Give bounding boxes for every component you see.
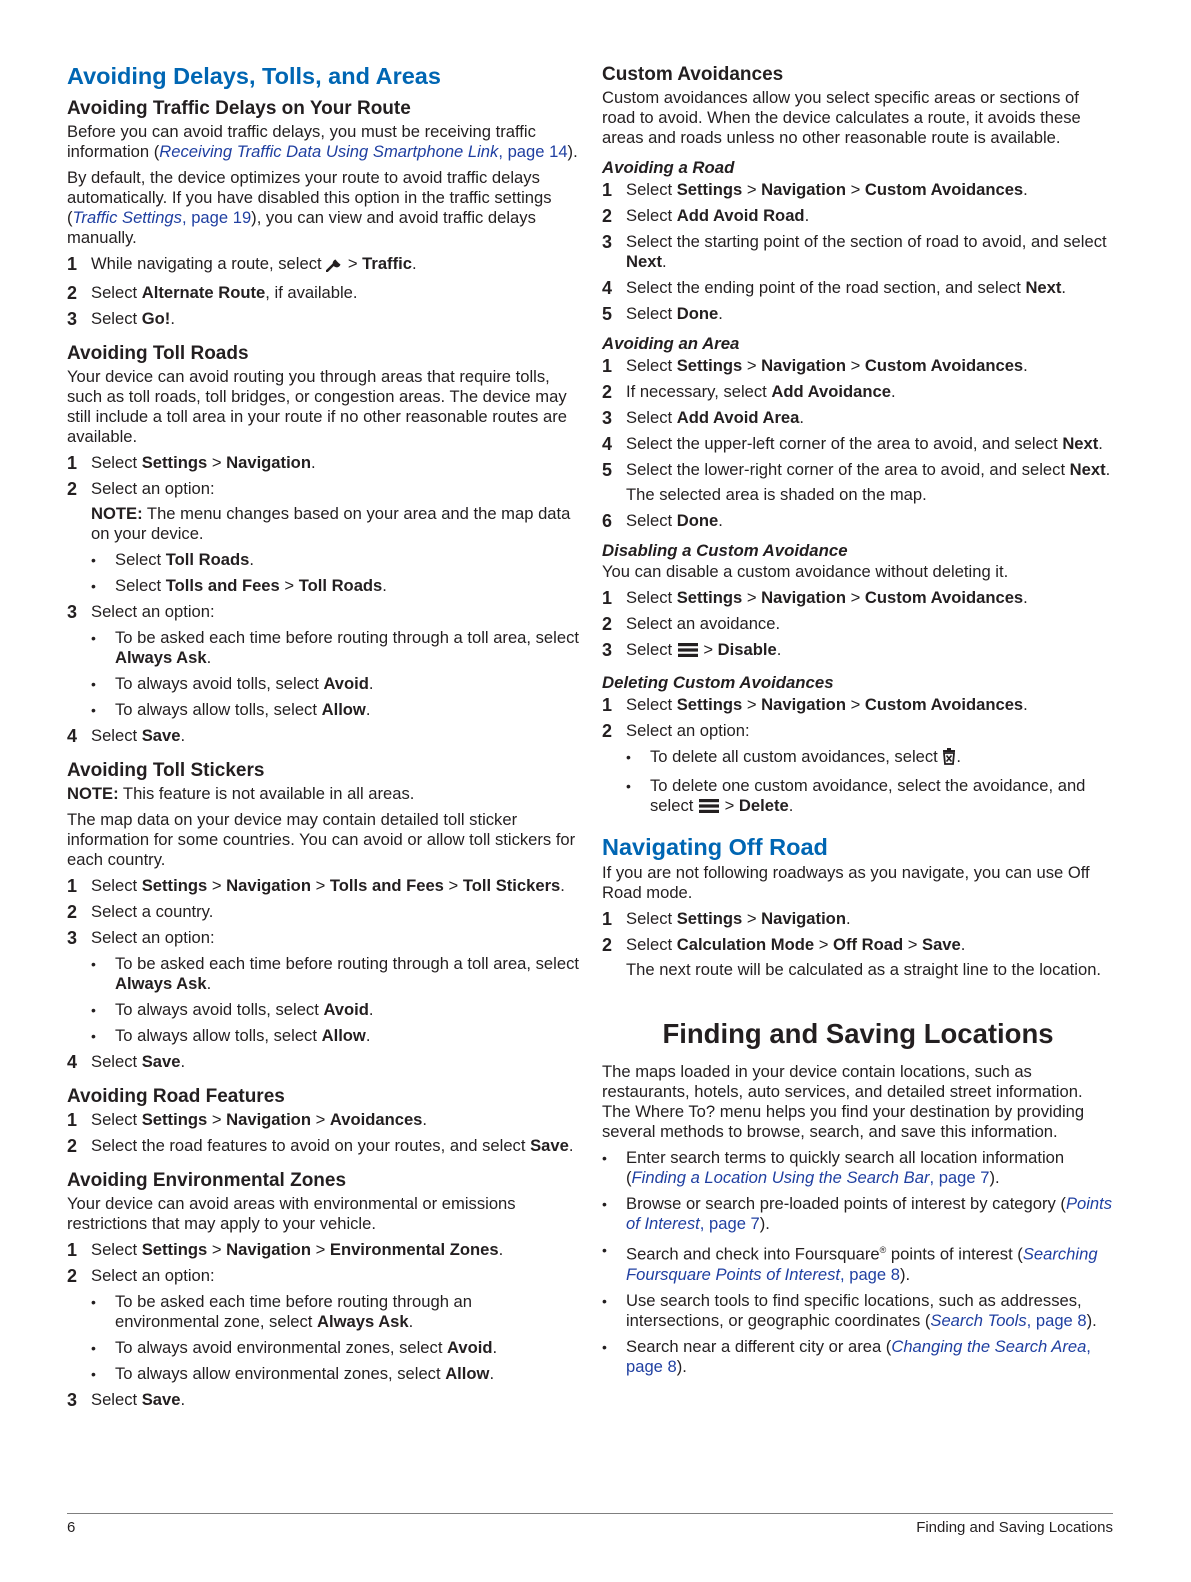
step: 5 Select the lower-right corner of the area to avoid, and select Next. The selected area is shaded on the map. (602, 460, 1114, 505)
step: 2 Select an avoidance. (602, 614, 781, 634)
step-number: 3 (602, 640, 613, 660)
option-list (91, 954, 579, 1046)
note: NOTE: This feature is not available in all areas. (67, 784, 415, 803)
step-number: 4 (67, 726, 78, 746)
footer-divider (67, 1513, 1113, 1514)
heading-traffic-delays: Avoiding Traffic Delays on Your Route (67, 98, 411, 119)
list-item: • To always avoid tolls, select Avoid. (91, 674, 374, 693)
step: 2 Select a country. (67, 902, 214, 922)
step: 2 If necessary, select Add Avoidance. (602, 382, 896, 402)
step: 1 Select Settings > Navigation. (67, 453, 316, 473)
list-item: • To always avoid environmental zones, select Avoid. (91, 1338, 498, 1357)
step-number: 2 (67, 479, 78, 499)
list-item: • To be asked each time before routing through a toll area, select Always Ask. (91, 954, 579, 993)
section-title-off-road: Navigating Off Road (602, 834, 828, 860)
step-number: 2 (602, 935, 613, 955)
step-number: 2 (602, 721, 613, 741)
step-number: 2 (67, 902, 78, 922)
list-item: • Browse or search pre-loaded points of interest by category (Points of Interest, page 7). (602, 1194, 1113, 1233)
section-title-avoiding: Avoiding Delays, Tolls, and Areas (67, 63, 441, 89)
heading-avoiding-area: Avoiding an Area (602, 334, 740, 353)
step-number: 5 (602, 304, 613, 324)
paragraph-toll-intro: Your device can avoid routing you through areas that require tolls, such as toll roads, toll bridges, or congestion areas. The device may still include a toll area in your route if no other reasonable routes are available. (67, 367, 567, 446)
step: 2 Select Alternate Route, if available. (67, 283, 358, 303)
step-number: 4 (602, 434, 613, 454)
paragraph-stickers-intro: The map data on your device may contain detailed toll sticker information for some countries. You can avoid or allow toll stickers for each country. (67, 810, 576, 869)
step-number: 5 (602, 460, 613, 480)
step-number: 1 (67, 1240, 78, 1260)
heading-custom-avoidances: Custom Avoidances (602, 64, 784, 85)
step: 3 Select Go!. (67, 309, 175, 329)
list-item: • To always allow tolls, select Allow. (91, 1026, 371, 1045)
option-list (91, 1292, 579, 1384)
step-number: 2 (602, 206, 613, 226)
paragraph-finding-intro: The maps loaded in your device contain locations, such as restaurants, hotels, auto services, and detailed street information. The Where To? menu helps you find your destination by providing several methods to browse, search, and save this information. (602, 1062, 1085, 1141)
step: 5 Select Done. (602, 304, 723, 324)
step-number: 2 (602, 382, 613, 402)
step: 4 Select Save. (67, 1052, 186, 1072)
step-result: The selected area is shaded on the map. (626, 485, 927, 504)
step: 2 Select the road features to avoid on your routes, and select Save. (67, 1136, 574, 1156)
step: 6 Select Done. (602, 511, 723, 531)
list-item: • To always allow environmental zones, select Allow. (91, 1364, 495, 1383)
step-number: 2 (67, 283, 78, 303)
step-number: 6 (602, 511, 613, 531)
list-item: • To be asked each time before routing through a toll area, select Always Ask. (91, 628, 579, 667)
step-result: The next route will be calculated as a straight line to the location. (626, 960, 1102, 979)
paragraph-disable-intro: You can disable a custom avoidance without deleting it. (602, 562, 1009, 581)
link-foursquare[interactable]: Searching Foursquare Points of Interest, page 8 (626, 1244, 1098, 1284)
step: 2 Select Add Avoid Road. (602, 206, 810, 226)
step-number: 3 (67, 1390, 78, 1410)
footer-chapter-title: Finding and Saving Locations (916, 1519, 1113, 1536)
step: 1 Select Settings > Navigation > Avoidances. (67, 1110, 428, 1130)
step-number: 3 (602, 232, 613, 252)
step: 2 Select Calculation Mode > Off Road > Save. The next route will be calculated as a straight line to the location. (602, 935, 1114, 980)
step-number: 4 (602, 278, 613, 298)
step: 2 Select an option: • To be asked each time before routing through an environmental zone, select Always Ask. • To always avoid environmental zones, select Avoid. • To always allow environmental zones, select Allow. (67, 1266, 579, 1384)
step-number: 1 (602, 356, 613, 376)
left-column (67, 62, 579, 1416)
step: 1 Select Settings > Navigation. (602, 909, 851, 929)
step: 3 Select Save. (67, 1390, 186, 1410)
step-number: 1 (602, 695, 613, 715)
option-list (626, 747, 1114, 819)
link-search-bar[interactable]: Finding a Location Using the Search Bar, page 7 (631, 1168, 990, 1187)
step-number: 1 (67, 876, 78, 896)
chapter-title: Finding and Saving Locations (662, 1018, 1054, 1049)
paragraph-env-intro: Your device can avoid areas with environmental or emissions restrictions that may apply to your vehicle. (67, 1194, 516, 1233)
step-number: 4 (67, 1052, 78, 1072)
list-item: • Use search tools to find specific locations, such as addresses, intersections, or geographic coordinates (Search Tools, page 8). (602, 1290, 1097, 1330)
step: 1 Select Settings > Navigation > Custom Avoidances. (602, 180, 1028, 200)
step-number: 1 (602, 588, 613, 608)
step-number: 2 (602, 614, 613, 634)
paragraph-offroad-intro: If you are not following roadways as you navigate, you can use Off Road mode. (602, 863, 1090, 902)
step: 2 Select an option: NOTE: The menu changes based on your area and the map data on your device. • Select Toll Roads. • Select Tolls and Fees > Toll Roads. (67, 479, 579, 596)
menu-icon (677, 642, 699, 663)
step: 3 Select > Disable. (602, 640, 1114, 663)
step: 4 Select Save. (67, 726, 186, 746)
list-item: • Enter search terms to quickly search all location information (Finding a Location Using the Search Bar, page 7). (602, 1148, 1065, 1187)
step: 2 Select an option: • To delete all custom avoidances, select . • To delete one custom avoidance, select the avoidance, and select > Delete. (602, 721, 1114, 819)
note: NOTE: The menu changes based on your area and the map data on your device. (91, 504, 571, 543)
step: 1 Select Settings > Navigation > Custom Avoidances. (602, 695, 1028, 715)
heading-avoiding-road: Avoiding a Road (602, 158, 735, 177)
heading-toll-roads: Avoiding Toll Roads (67, 343, 249, 364)
list-item: • To always allow tolls, select Allow. (91, 700, 371, 719)
step-number: 2 (67, 1136, 78, 1156)
finding-list (602, 1148, 1114, 1377)
step: 3 Select the starting point of the section of road to avoid, and select Next. (602, 232, 1107, 271)
step-number: 1 (67, 1110, 78, 1130)
heading-disabling-avoidance: Disabling a Custom Avoidance (602, 541, 848, 560)
step: 3 Select an option: • To be asked each time before routing through a toll area, select Always Ask. • To always avoid tolls, select Avoid. • To always allow tolls, select Allow. (67, 602, 579, 719)
step-number: 2 (67, 1266, 78, 1286)
step: 1 Select Settings > Navigation > Custom Avoidances. (602, 588, 1028, 608)
list-item: • To delete one custom avoidance, select the avoidance, and select > Delete. (626, 776, 1114, 819)
menu-icon (698, 798, 720, 819)
step-number: 3 (67, 928, 78, 948)
wrench-icon (326, 257, 343, 277)
step-number: 3 (602, 408, 613, 428)
heading-road-features: Avoiding Road Features (67, 1086, 285, 1107)
paragraph-custom-intro: Custom avoidances allow you select specific areas or sections of road to avoid. When the device calculates a route, it avoids these areas and roads unless no other reasonable route is available. (602, 88, 1081, 147)
list-item: • To always avoid tolls, select Avoid. (91, 1000, 374, 1019)
step: 1 While navigating a route, select > Traffic. (67, 254, 579, 277)
paragraph-traffic-1: Before you can avoid traffic delays, you must be receiving traffic information (Receiving Traffic Data Using Smartphone Link, page 14). (67, 122, 578, 161)
link-search-tools[interactable]: Search Tools, page 8 (930, 1310, 1087, 1330)
step: 1 Select Settings > Navigation > Tolls and Fees > Toll Stickers. (67, 876, 565, 896)
step-number: 3 (67, 602, 78, 622)
list-item: • Select Toll Roads. (91, 550, 254, 569)
step-number: 1 (67, 453, 78, 473)
option-list (91, 550, 579, 596)
list-item: • Select Tolls and Fees > Toll Roads. (91, 576, 387, 595)
step-number: 1 (602, 909, 613, 929)
heading-deleting-avoidances: Deleting Custom Avoidances (602, 673, 834, 692)
heading-toll-stickers: Avoiding Toll Stickers (67, 760, 265, 781)
heading-environmental-zones: Avoiding Environmental Zones (67, 1170, 347, 1191)
link-traffic-settings[interactable]: Traffic Settings, page 19 (72, 208, 252, 227)
step: 3 Select an option: • To be asked each time before routing through a toll area, select Always Ask. • To always avoid tolls, select Avoid. • To always allow tolls, select Allow. (67, 928, 579, 1045)
list-item: • To be asked each time before routing through an environmental zone, select Always Ask. (91, 1292, 472, 1331)
right-column (602, 62, 1114, 1383)
step: 3 Select Add Avoid Area. (602, 408, 804, 428)
step: 4 Select the ending point of the road section, and select Next. (602, 278, 1067, 298)
step-number: 1 (602, 180, 613, 200)
trash-icon (942, 748, 956, 770)
list-item: • To delete all custom avoidances, select . (626, 747, 1114, 770)
step-number: 1 (67, 254, 78, 274)
page-number: 6 (67, 1519, 76, 1536)
step: 4 Select the upper-left corner of the area to avoid, and select Next. (602, 434, 1103, 454)
step-number: 3 (67, 309, 78, 329)
link-receiving-traffic-data[interactable]: Receiving Traffic Data Using Smartphone Link, page 14 (159, 142, 568, 161)
list-item: • Search and check into Foursquare® points of interest (Searching Foursquare Points of Interest, page 8). (602, 1242, 1098, 1284)
option-list (91, 628, 579, 720)
step: 1 Select Settings > Navigation > Environmental Zones. (67, 1240, 504, 1260)
link-changing-search-area[interactable]: Changing the Search Area, page 8 (626, 1336, 1091, 1376)
link-points-of-interest[interactable]: Points of Interest, page 7 (626, 1194, 1113, 1233)
step: 1 Select Settings > Navigation > Custom Avoidances. (602, 356, 1028, 376)
paragraph-traffic-2: By default, the device optimizes your route to avoid traffic delays automatically. If you have disabled this option in the traffic settings (Traffic Settings, page 19), you can view and avoid traffic delays manually. (67, 168, 552, 247)
list-item: • Search near a different city or area (Changing the Search Area, page 8). (602, 1336, 1091, 1376)
